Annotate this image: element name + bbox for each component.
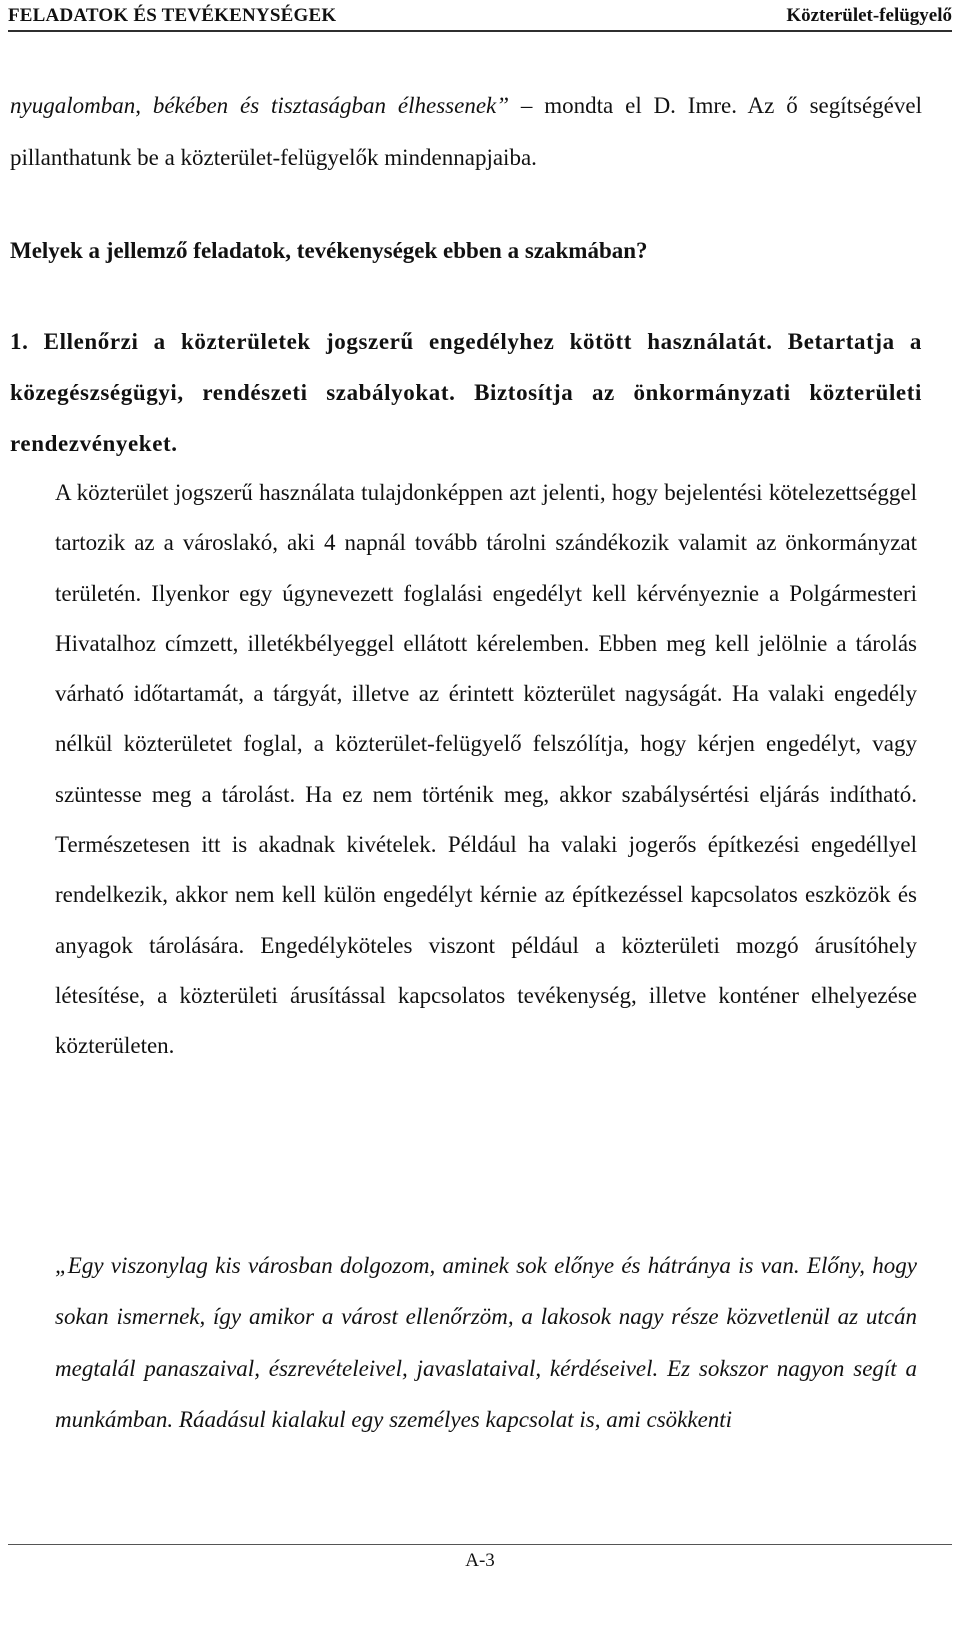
page-number: A-3 [465, 1550, 495, 1571]
chapter-title: FELADATOK ÉS TEVÉKENYSÉGEK [8, 5, 337, 26]
intro-paragraph [10, 80, 922, 184]
interview-quote: „Egy viszonylag kis városban dolgozom, aminek sok előnye és hátránya is van. Előny, hogy sokan ismernek, így amikor a várost ellenőrzöm, a lakosok nagy része közvetlenül az utcán megtalál panaszaival, észrevételeivel, javaslataival, kérdéseivel. Ez sokszor nagyon segít a munkámban. Ráadásul kialakul egy személyes kapcsolat is, ami csökkenti [55, 1253, 917, 1433]
intro-text: – mondta el D. Imre. Az ő segítségével pillanthatunk be a közterület-felügyelők mindennapjaiba. [10, 93, 922, 170]
task-item-1: 1. Ellenőrzi a közterületek jogszerű engedélyhez kötött használatát. Betartatja a közegészségügyi, rendészeti szabályokat. Biztosítja az önkormányzati közterületi rendezvényeket. [10, 329, 922, 456]
quote-ending: nyugalomban, békében és tisztaságban élhessenek” [10, 93, 510, 118]
page-footer [8, 1544, 952, 1634]
running-header [8, 4, 952, 32]
section-question: Melyek a jellemző feladatok, tevékenységek ebben a szakmában? [10, 238, 648, 263]
body-paragraph: A közterület jogszerű használata tulajdonképpen azt jelenti, hogy bejelentési kötelezettséggel tartozik az a városlakó, aki 4 napnál tovább tárolni szándékozik valamit az önkormányzat területén. Ilyenkor egy úgynevezett foglalási engedélyt kell kérvényeznie a Polgármesteri Hivatalhoz címzett, illetékbélyeggel ellátott kérelemben. Ebben meg kell jelölnie a tárolás várható időtartamát, a tárgyát, illetve az érintett közterület nagyságát. Ha valaki engedély nélkül közterületet foglal, a közterület-felügyelő felszólítja, hogy kérjen engedélyt, vagy szüntesse meg a tárolást. Ha ez nem történik meg, akkor szabálysértési eljárás indítható. Természetesen itt is akadnak kivételek. Például ha valaki jogerős építkezési engedéllyel rendelkezik, akkor nem kell külön engedélyt kérnie az építkezéssel kapcsolatos eszközök és anyagok tárolására. Engedélyköteles viszont például a közterületi mozgó árusítóhely létesítése, a közterületi árusítással kapcsolatos tevékenység, illetve konténer elhelyezése közterületen. [55, 480, 917, 1059]
document-title: Közterület-felügyelő [786, 5, 952, 26]
